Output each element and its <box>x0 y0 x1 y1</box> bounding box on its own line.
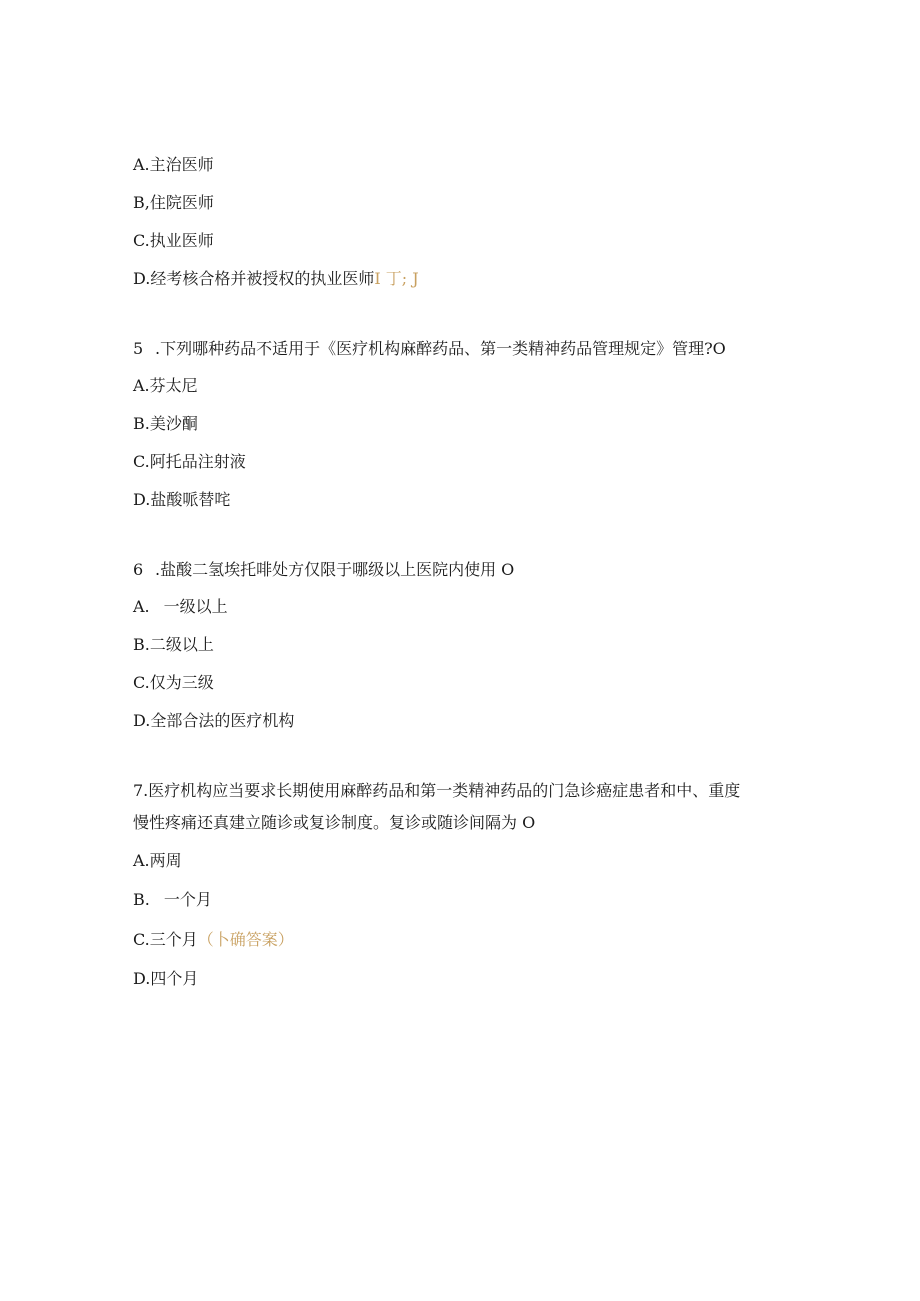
q6-option-d: D.全部合法的医疗机构 <box>133 711 295 730</box>
q7-option-a: A.两周 <box>133 851 182 870</box>
q6-question <box>133 559 514 581</box>
q6-option-b: B.二级以上 <box>133 635 214 654</box>
q7-option-c-text: C.三个月 <box>133 930 198 949</box>
q7-option-b <box>133 889 212 911</box>
q7-option-b-letter: B. <box>133 890 150 909</box>
q5-option-d: D.盐酸哌替咤 <box>133 490 231 509</box>
q7-question-line1: 7.医疗机构应当要求长期使用麻醉药品和第一类精神药品的门急诊癌症患者和中、重度 <box>133 781 741 800</box>
q6-text: .盐酸二氢埃托啡处方仅限于哪级以上医院内使用 O <box>155 560 515 579</box>
q6-number: 6 <box>133 560 144 579</box>
q4-option-b: B,住院医师 <box>133 193 214 212</box>
q6-option-c: C.仅为三级 <box>133 673 214 692</box>
q4-option-d-text: D.经考核合格并被授权的执业医师 <box>133 269 375 288</box>
q4-option-c: C.执业医师 <box>133 231 214 250</box>
q5-option-b: B.美沙酮 <box>133 414 198 433</box>
q5-option-c: C.阿托品注射液 <box>133 452 246 471</box>
q6-option-a-text: 一级以上 <box>163 597 228 616</box>
q4-option-d-note: I 丁; J <box>374 269 419 288</box>
q7-option-d: D.四个月 <box>133 969 199 988</box>
q4-option-a: A.主治医师 <box>133 155 214 174</box>
q7-option-c <box>133 929 294 951</box>
q5-option-a: A.芬太尼 <box>133 376 198 395</box>
q5-number: 5 <box>133 339 144 358</box>
q5-question <box>133 338 726 360</box>
q7-option-c-note: （卜确答案） <box>197 930 294 949</box>
q6-option-a-letter: A. <box>133 597 150 616</box>
q7-question-line2: 慢性疼痛还真建立随诊或复诊制度。复诊或随诊间隔为 O <box>133 813 536 832</box>
q6-option-a <box>133 596 228 618</box>
q7-option-b-text: 一个月 <box>163 890 212 909</box>
q4-option-d <box>133 268 419 290</box>
q5-text: .下列哪种药品不适用于《医疗机构麻醉药品、第一类精神药品管理规定》管理?O <box>155 339 726 358</box>
